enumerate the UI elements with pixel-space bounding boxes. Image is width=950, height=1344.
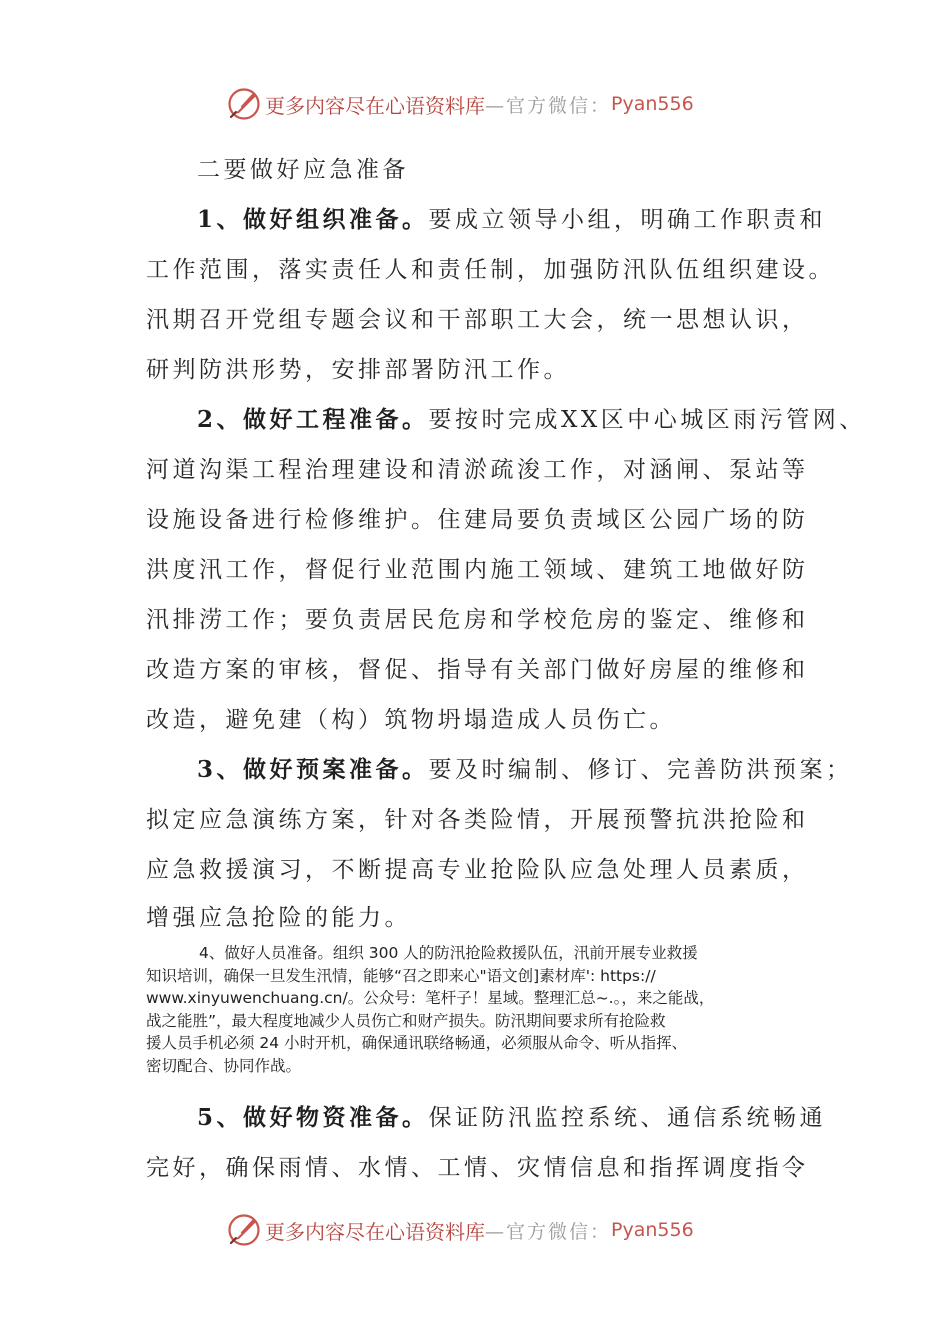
section-3-text: 要及时编制、修订、完善防洪预案； xyxy=(428,757,853,783)
quill-logo-icon xyxy=(227,1213,261,1247)
banner-official-text: —官方微信： xyxy=(485,94,612,117)
section-4-line-2: 知识培训，确保一旦发生汛情，能够“召之即来心"语文创]素材库': https:// xyxy=(146,966,656,985)
section-3-line-2: 拟定应急演练方案，针对各类险情，开展预警抗洪抢险和 xyxy=(146,807,809,833)
section-4-line-1: 4、做好人员准备。组织 300 人的防汛抢险救援队伍，汛前开展专业救援 xyxy=(199,944,698,962)
section-3-line-1 xyxy=(197,755,853,785)
section-2-line-3: 设施设备进行检修维护。住建局要负责域区公园广场的防 xyxy=(146,507,809,533)
section-1-line-4: 研判防洪形势，安排部署防汛工作。 xyxy=(146,357,570,383)
section-4-line-6: 密切配合、协同作战。 xyxy=(146,1056,302,1075)
section-1-text: 要成立领导小组，明确工作职责和 xyxy=(428,207,827,233)
quill-logo-icon xyxy=(227,87,261,121)
section-1-line-1 xyxy=(197,205,826,235)
section-4-line-5: 援人员手机必须 24 小时开机，确保通讯联络畅通，必须服从命令、听从指挥、 xyxy=(146,1034,688,1052)
footer-banner xyxy=(227,1212,694,1248)
section-2-line-4: 洪度汛工作，督促行业范围内施工领域、建筑工地做好防 xyxy=(146,557,809,583)
banner-main-text: 更多内容尽在心语资料库 xyxy=(265,93,485,118)
section-4-line-3: www.xinyuwenchuang.cn/。公众号：笔杆子！星域。整理汇总~.。，来之能战， xyxy=(146,989,715,1007)
section-4-paragraph xyxy=(146,942,806,1077)
section-2-line-7: 改造，避免建（构）筑物坍塌造成人员伤亡。 xyxy=(146,707,676,733)
section-1-title: 1、做好组织准备。 xyxy=(197,206,429,233)
section-5-text: 保证防汛监控系统、通信系统畅通 xyxy=(428,1105,827,1131)
banner-wechat-id: Pyan556 xyxy=(611,93,694,115)
section-4-line-4: 战之能胜”，最大程度地减少人员伤亡和财产损失。防汛期间要求所有抢险救 xyxy=(146,1011,666,1030)
banner-main-text: 更多内容尽在心语资料库 xyxy=(265,1219,485,1244)
section-heading: 二要做好应急准备 xyxy=(197,157,409,183)
section-3-line-3: 应急救援演习，不断提高专业抢险队应急处理人员素质， xyxy=(146,857,809,883)
section-3-line-4: 增强应急抢险的能力。 xyxy=(146,905,411,931)
section-2-text: 要按时完成XX区中心城区雨污管网、 xyxy=(428,407,866,433)
section-2-line-2: 河道沟渠工程治理建设和清淤疏浚工作，对涵闸、泵站等 xyxy=(146,457,809,483)
section-5-line-2: 完好，确保雨情、水情、工情、灾情信息和指挥调度指令 xyxy=(146,1155,809,1181)
section-5-line-1 xyxy=(197,1103,826,1133)
section-2-line-1 xyxy=(197,405,866,435)
header-banner xyxy=(227,86,694,122)
section-2-line-6: 改造方案的审核，督促、指导有关部门做好房屋的维修和 xyxy=(146,657,809,683)
banner-wechat-id: Pyan556 xyxy=(611,1219,694,1241)
section-2-line-5: 汛排涝工作；要负责居民危房和学校危房的鉴定、维修和 xyxy=(146,607,809,633)
section-5-title: 5、做好物资准备。 xyxy=(197,1104,429,1131)
section-1-line-3: 汛期召开党组专题会议和干部职工大会，统一思想认识， xyxy=(146,307,809,333)
section-1-line-2: 工作范围，落实责任人和责任制，加强防汛队伍组织建设。 xyxy=(146,257,835,283)
section-2-title: 2、做好工程准备。 xyxy=(197,406,429,433)
section-3-title: 3、做好预案准备。 xyxy=(197,756,429,783)
banner-official-text: —官方微信： xyxy=(485,1220,612,1243)
